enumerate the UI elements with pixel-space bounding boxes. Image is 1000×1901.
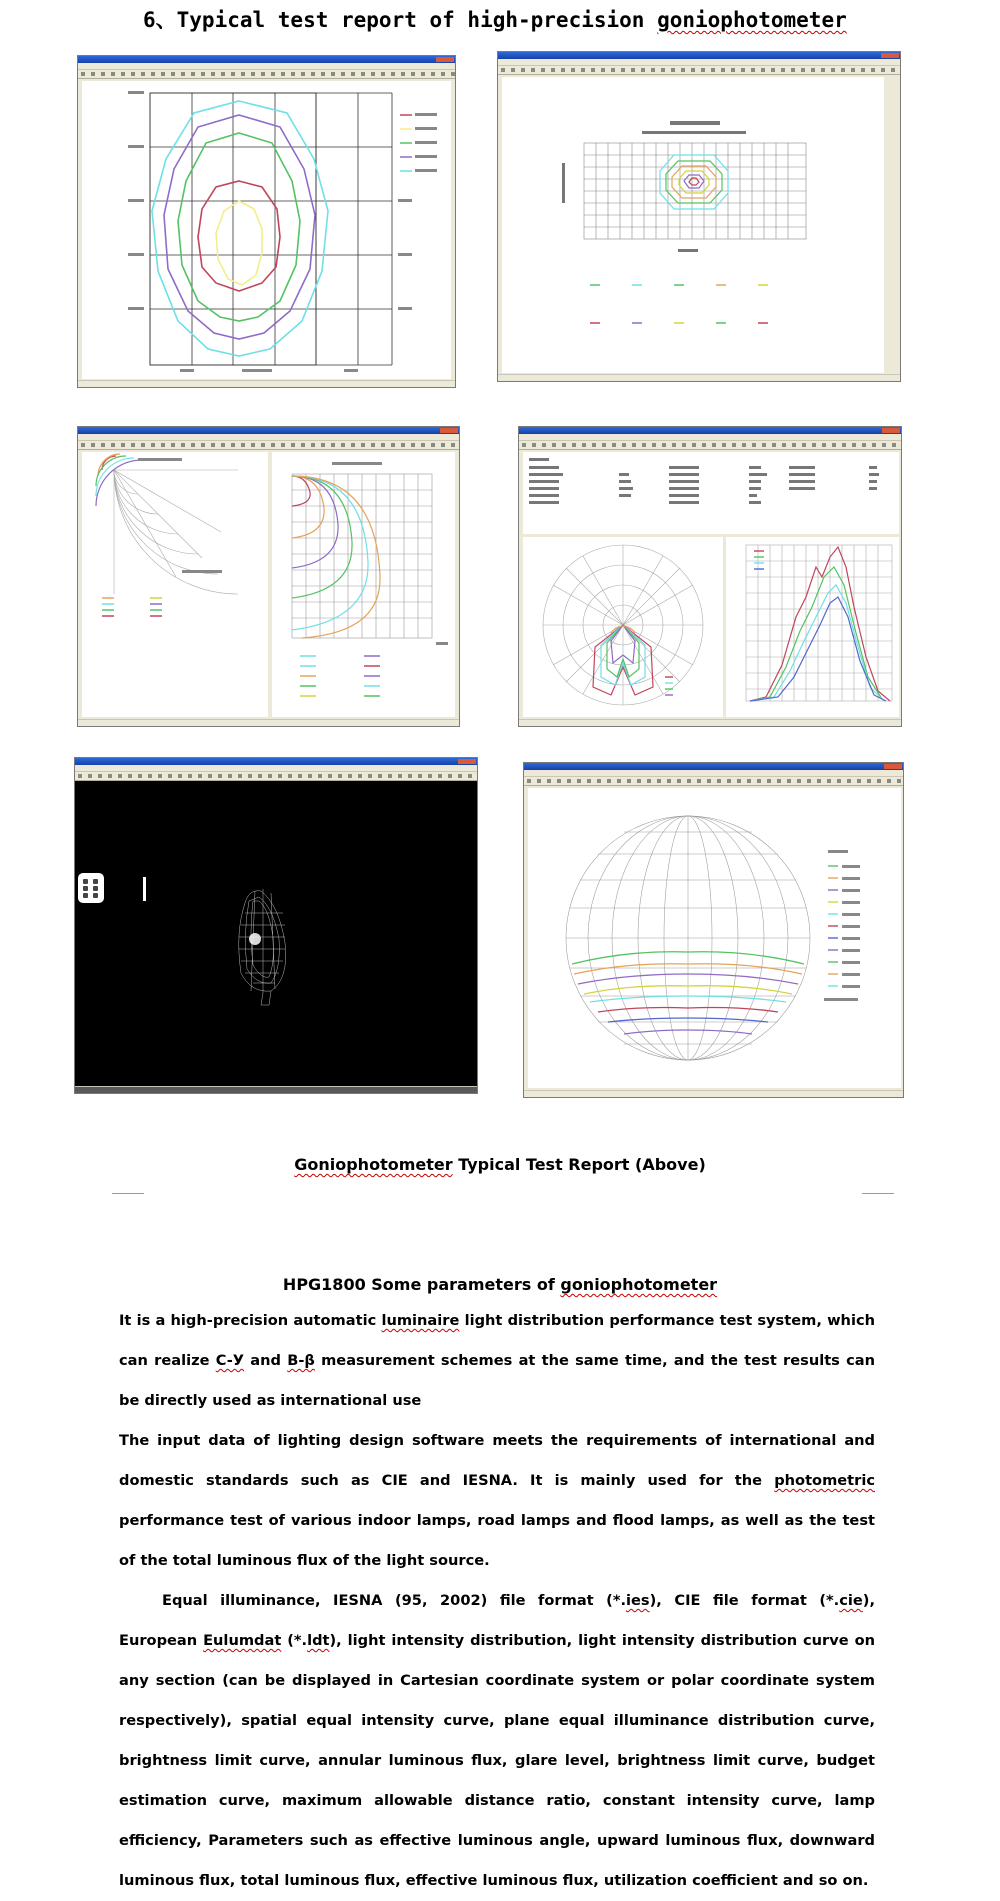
params-title-keyword: goniophotometer xyxy=(560,1275,718,1294)
p3-text-e: ), European xyxy=(119,1592,875,1649)
status-bar xyxy=(519,719,901,726)
window-controls[interactable] xyxy=(881,53,899,58)
status-bar xyxy=(78,380,455,387)
paragraph-2 xyxy=(119,1421,875,1581)
paragraph-3 xyxy=(119,1581,875,1901)
light-solid-mesh xyxy=(239,889,286,1005)
title-bar xyxy=(75,758,477,765)
window-3d-light-solid xyxy=(74,757,478,1094)
p3-term-ldt: ldt xyxy=(307,1632,330,1649)
menu-bar[interactable] xyxy=(498,59,900,66)
figure-caption xyxy=(0,1155,1000,1174)
title-bar xyxy=(78,56,455,63)
p1-text-g: measurement schemes at the same time, and the test results can be directly used as international use xyxy=(119,1352,875,1409)
isocandela-curve-2 xyxy=(666,161,722,203)
isocandela-curve-1 xyxy=(660,155,728,209)
p1-text-a: It is a high-precision automatic xyxy=(119,1312,382,1329)
window-isocandela-grid xyxy=(497,51,901,382)
caption-text: Typical Test Report (Above) xyxy=(452,1155,706,1174)
paragraph-1 xyxy=(119,1301,875,1421)
status-bar xyxy=(524,1090,903,1097)
grid-lines xyxy=(746,545,892,701)
menu-bar[interactable] xyxy=(78,63,455,70)
title-bar xyxy=(78,427,459,434)
caption-keyword: Goniophotometer xyxy=(294,1155,453,1174)
params-title xyxy=(0,1275,1000,1294)
isolux-curve-5 xyxy=(216,201,262,285)
p3-text-a: Equal illuminance, IESNA (95, 2002) file format (*. xyxy=(162,1592,627,1609)
p1-term-b-beta: B-β xyxy=(287,1352,315,1369)
params-title-text: HPG1800 Some parameters of xyxy=(282,1275,561,1294)
menu-bar[interactable] xyxy=(78,434,459,441)
chart-labels xyxy=(138,458,222,573)
menu-bar[interactable] xyxy=(75,765,477,772)
gamepad-icon[interactable] xyxy=(78,873,104,903)
toolbar[interactable] xyxy=(78,70,455,79)
legend xyxy=(300,656,380,696)
window-isocandela-sphere xyxy=(523,762,904,1098)
right-pane xyxy=(272,452,455,717)
menu-bar[interactable] xyxy=(519,434,901,441)
divider-right xyxy=(862,1193,894,1194)
cartesian-pane xyxy=(726,537,899,717)
isocandela-curve-5 xyxy=(684,175,704,188)
parameter-table xyxy=(523,452,899,534)
polar-pane xyxy=(523,537,723,717)
section-heading xyxy=(143,4,847,34)
3d-canvas xyxy=(75,783,478,1085)
chart-title-bars xyxy=(642,121,746,134)
axis-labels xyxy=(562,163,698,252)
toolbar[interactable] xyxy=(524,777,903,786)
grid-lines xyxy=(584,143,806,239)
legend xyxy=(102,598,162,616)
window-controls[interactable] xyxy=(882,428,900,433)
toolbar[interactable] xyxy=(498,66,900,75)
isolux-curve-2 xyxy=(164,115,315,339)
isolux-curves xyxy=(152,101,328,356)
p1-text-e: and xyxy=(244,1352,288,1369)
title-bar xyxy=(524,763,903,770)
p3-text-i: ), light intensity distribution, light intensity distribution curve on any section (can be displayed in Cartesian coordinate system or polar coordinate system respectively), spatial equal intensity curve, plane equal illuminance distribution curve, brightness limit curve, annular luminous flux, glare level, brightness limit curve, budget estimation curve, maximum allowable distance ratio, constant intensity curve, lamp efficiency, Parameters such as effective luminous angle, upward luminous flux, downward luminous flux, total luminous flux, effective luminous flux, utilization coefficient and so on. xyxy=(119,1632,875,1889)
cartesian-curves xyxy=(750,547,890,701)
p1-term-luminaire: luminaire xyxy=(381,1312,460,1329)
cartesian-curves xyxy=(292,476,380,638)
isocandela-curves xyxy=(660,155,728,209)
chart-canvas xyxy=(502,77,884,373)
status-bar xyxy=(78,719,459,726)
table-text xyxy=(529,458,879,504)
legend xyxy=(754,551,764,569)
p3-term-ies: ies xyxy=(626,1592,650,1609)
p1-text-c: light distribution performance test system, which can realize xyxy=(119,1312,875,1369)
grid-lines xyxy=(292,474,432,638)
toolbar[interactable] xyxy=(75,772,477,781)
isocandela-curve-4 xyxy=(679,171,709,193)
menu-bar[interactable] xyxy=(524,770,903,777)
quadrant-grid xyxy=(114,470,238,594)
window-controls[interactable] xyxy=(458,759,476,764)
p2-text-a: The input data of lighting design software meets the requirements of international and domestic standards such as CIE and IESNA. It is mainly used for the xyxy=(119,1432,875,1489)
p3-term-eulumdat: Eulumdat xyxy=(203,1632,282,1649)
p2-text-c: performance test of various indoor lamps, road lamps and flood lamps, as well as the test of the total luminous flux of the light source. xyxy=(119,1512,875,1569)
p3-text-c: ), CIE file format (*. xyxy=(649,1592,840,1609)
grid-lines xyxy=(150,93,392,365)
window-controls[interactable] xyxy=(884,764,902,769)
legend xyxy=(590,285,768,323)
window-polar-quadrant-and-curves xyxy=(77,426,460,727)
p3-term-cie: cie xyxy=(839,1592,863,1609)
title-bar xyxy=(519,427,901,434)
isolux-curve-3 xyxy=(178,133,300,321)
heading-text: 6、Typical test report of high-precision xyxy=(143,8,658,32)
chart-canvas xyxy=(528,788,901,1088)
status-bar xyxy=(498,374,900,381)
p3-text-g: (*. xyxy=(281,1632,308,1649)
heading-keyword: goniophotometer xyxy=(657,8,847,32)
legend xyxy=(400,113,437,172)
hotspot xyxy=(249,933,261,945)
isolux-curve-4 xyxy=(198,181,280,291)
sphere-grid xyxy=(566,816,810,1060)
window-controls[interactable] xyxy=(436,57,454,62)
title-bar xyxy=(498,52,900,59)
status-bar xyxy=(75,1086,477,1093)
window-controls[interactable] xyxy=(440,428,458,433)
window-polar-and-cartesian xyxy=(518,426,902,727)
p1-term-c-gamma: C-У xyxy=(215,1352,245,1369)
toolbar[interactable] xyxy=(78,441,459,450)
text-cursor-icon xyxy=(143,877,146,901)
axis-tick-labels xyxy=(128,91,412,372)
divider-left xyxy=(112,1193,144,1194)
chart-canvas xyxy=(82,81,451,379)
left-pane xyxy=(82,452,268,717)
window-isoilluminance-plane xyxy=(77,55,456,388)
p2-term-photometric: photometric xyxy=(774,1472,875,1489)
toolbar[interactable] xyxy=(519,441,901,450)
legend xyxy=(824,850,860,1001)
